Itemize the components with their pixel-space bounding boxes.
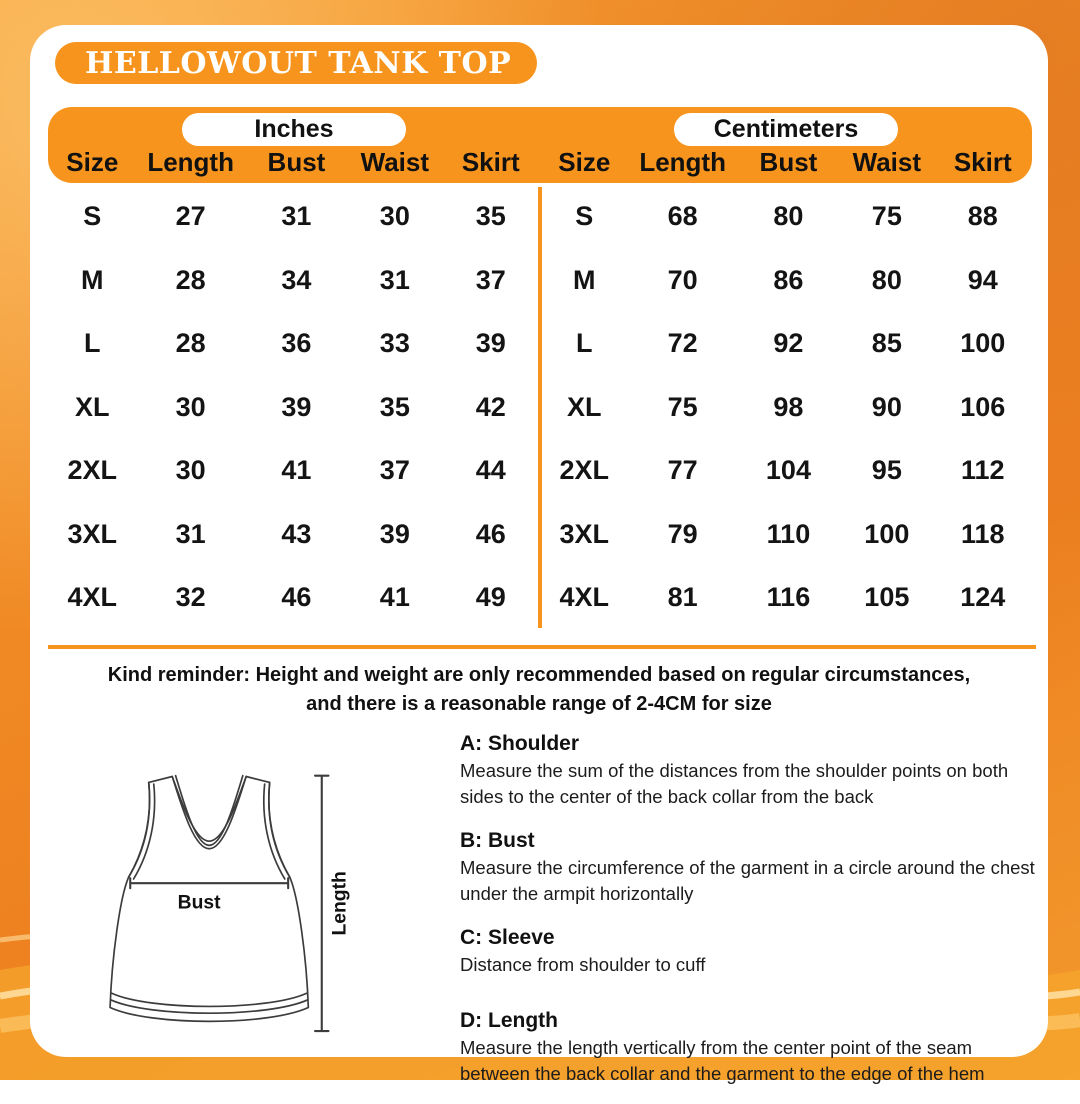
measurement-cell: 37 [475,264,506,295]
measurement-cell: 39 [281,391,312,422]
measurement-cell: 28 [175,328,206,359]
reminder-line-2: and there is a reasonable range of 2-4CM for size [306,693,772,715]
product-title-banner [55,42,537,84]
centimeters-column-headers [540,145,1032,179]
measure-guide-description: Measure the length vertically from the center point of the seam between the back collar and the garment to the edge of the hem [460,1037,985,1084]
size-label-cell: 4XL [559,582,610,613]
measurement-cell: 106 [960,391,1006,422]
measure-guide-item [460,827,1035,907]
measurement-cell: 30 [175,391,206,422]
measurement-cell: 35 [379,391,410,422]
measure-guide-description: Measure the sum of the distances from the shoulder points on both sides to the center of the back collar from the back [460,760,1009,807]
column-header: Skirt [461,146,520,177]
measurement-cell: 36 [281,328,312,359]
column-header: Length [639,146,726,177]
measurement-cell: 110 [766,518,811,549]
measurement-cell: 105 [864,582,910,613]
measurement-cell: 77 [667,455,698,486]
table-divider [538,187,542,628]
measurement-cell: 39 [379,518,410,549]
inches-header-section [48,107,540,183]
measurement-cell: 41 [379,582,410,613]
inches-column-headers [48,145,540,179]
measurement-cell: 92 [773,328,804,359]
separator-line [48,645,1036,649]
measurement-cell: 30 [175,455,206,486]
measurement-cell: 80 [773,201,804,232]
measurement-cell: 46 [281,582,312,613]
measure-guide-item [460,1007,1035,1087]
column-header: Skirt [953,146,1012,177]
tank-top-diagram [100,755,352,1050]
measurement-cell: 75 [871,201,902,232]
measurement-cell: 80 [871,264,902,295]
measure-guide-description: Distance from shoulder to cuff [460,954,706,975]
inches-table [48,185,540,630]
measurement-cell: 112 [960,455,1005,486]
measurement-cell: 70 [667,264,698,295]
measurement-cell: 37 [379,455,410,486]
measurement-cell: 39 [475,328,506,359]
size-label-cell: XL [75,391,110,422]
measurement-cell: 31 [281,201,312,232]
measurement-cell: 118 [960,518,1005,549]
column-header: Waist [852,146,922,177]
length-label: Length [329,871,351,936]
measurement-cell: 46 [475,518,506,549]
reminder-line-1: Kind reminder: Height and weight are only recommended based on regular circumstances, [107,664,971,686]
measurement-cell: 31 [379,264,410,295]
measurement-cell: 43 [281,518,312,549]
measure-guide-heading: B: Bust [460,829,535,852]
measurement-cell: 100 [960,328,1006,359]
product-title: HELLOWOUT TANK TOP [85,45,512,81]
measurement-cell: 85 [871,328,902,359]
measurement-cell: 34 [281,264,312,295]
size-label-cell: 2XL [559,455,610,486]
measurement-cell: 75 [667,391,698,422]
measurement-cell: 116 [766,582,811,613]
measurement-cell: 88 [967,201,998,232]
measurement-cell: 28 [175,264,206,295]
measurement-cell: 124 [960,582,1006,613]
measuring-guide [460,730,1035,1104]
size-label-cell: M [573,264,596,295]
measure-guide-item [460,924,1035,978]
column-header: Size [66,146,119,177]
measurement-cell: 49 [475,582,506,613]
measurement-cell: 35 [475,201,506,232]
measurement-cell: 79 [667,518,698,549]
measure-guide-heading: A: Shoulder [460,732,579,755]
measurement-cell: 90 [871,391,902,422]
measurement-cell: 100 [864,518,910,549]
size-label-cell: 3XL [67,518,118,549]
measurement-cell: 68 [667,201,698,232]
measurement-cell: 42 [475,391,506,422]
size-label-cell: S [575,201,594,232]
size-label-cell: 2XL [67,455,118,486]
size-label-cell: 4XL [67,582,118,613]
measurement-cell: 95 [871,455,902,486]
measurement-cell: 81 [667,582,698,613]
size-label-cell: XL [567,391,602,422]
measurement-cell: 33 [379,328,410,359]
measure-guide-heading: C: Sleeve [460,926,555,949]
measurement-cell: 32 [175,582,206,613]
size-label-cell: S [83,201,102,232]
column-header: Bust [759,146,818,177]
size-chart-header [48,107,1032,183]
bust-label: Bust [177,892,221,914]
measurement-cell: 72 [667,328,698,359]
measurement-cell: 27 [175,201,206,232]
unit-pill-inches: Inches [182,113,406,146]
measure-guide-item [460,730,1035,810]
column-header: Waist [360,146,430,177]
measure-guide-description: Measure the circumference of the garment in a circle around the chest under the armpit horizontally [460,857,1035,904]
measurement-cell: 31 [175,518,206,549]
column-header: Bust [267,146,326,177]
measurement-cell: 104 [765,455,811,486]
centimeters-table [540,185,1032,630]
size-label-cell: M [81,264,104,295]
size-label-cell: L [576,328,593,359]
measurement-cell: 44 [475,455,506,486]
size-guide-card [30,25,1048,1084]
measurement-cell: 41 [281,455,312,486]
centimeters-header-section [540,107,1032,183]
measurement-cell: 98 [773,391,804,422]
unit-pill-centimeters: Centimeters [674,113,898,146]
column-header: Length [147,146,234,177]
column-header: Size [558,146,611,177]
size-label-cell: 3XL [559,518,610,549]
measurement-cell: 86 [773,264,804,295]
measurement-cell: 30 [379,201,410,232]
measure-guide-heading: D: Length [460,1009,558,1032]
reminder-text [30,661,1048,719]
size-label-cell: L [84,328,101,359]
measurement-cell: 94 [967,264,998,295]
